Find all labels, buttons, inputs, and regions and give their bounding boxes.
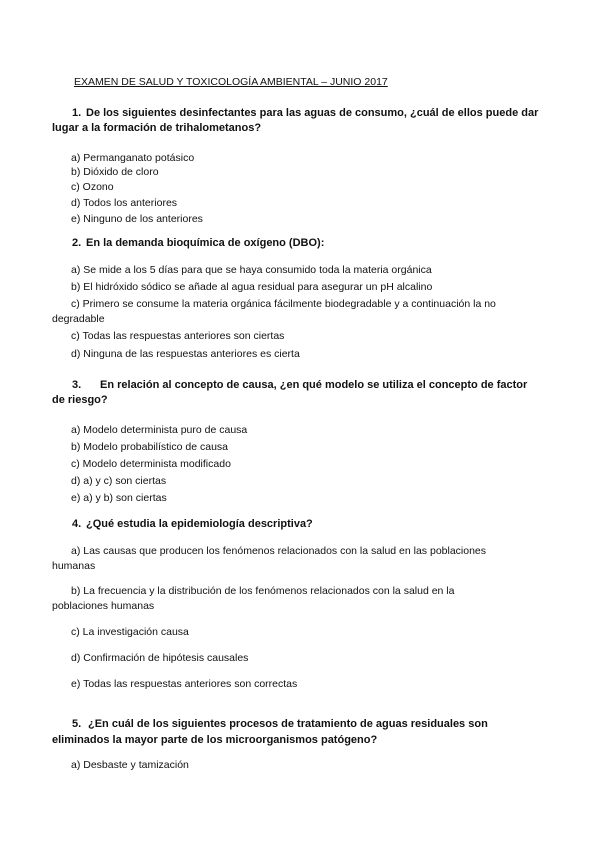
question-1-number: 1. — [72, 107, 82, 119]
q3-option-e: e) a) y b) son ciertas — [71, 492, 167, 504]
question-2-number: 2. — [72, 237, 82, 249]
q2-option-d: d) Ninguna de las respuestas anteriores es cierta — [71, 348, 300, 360]
exam-title: EXAMEN DE SALUD Y TOXICOLOGÍA AMBIENTAL – JUNIO 2017 — [74, 76, 388, 88]
q2-option-c-cont: degradable — [52, 313, 105, 325]
question-4-text: ¿Qué estudia la epidemiología descriptiva? — [86, 518, 313, 530]
question-1-text: De los siguientes desinfectantes para las aguas de consumo, ¿cuál de ellos puede dar — [86, 107, 539, 119]
q2-option-c: c) Primero se consume la materia orgánica fácilmente biodegradable y a continuación la no — [71, 298, 496, 310]
q4-option-b: b) La frecuencia y la distribución de los fenómenos relacionados con la salud en la — [71, 585, 455, 597]
question-3-number: 3. — [72, 379, 82, 391]
q1-option-a: a) Permanganato potásico — [71, 152, 195, 164]
question-5-text: ¿En cuál de los siguientes procesos de tratamiento de aguas residuales son — [88, 718, 488, 730]
q2-option-a: a) Se mide a los 5 días para que se haya consumido toda la materia orgánica — [71, 264, 432, 276]
q3-option-c: c) Modelo determinista modificado — [71, 458, 231, 470]
q4-option-a: a) Las causas que producen los fenómenos relacionados con la salud en las poblaciones — [71, 545, 487, 557]
question-3-text-cont: de riesgo? — [52, 394, 108, 406]
question-5-number: 5. — [72, 718, 82, 730]
q3-option-d: d) a) y c) son ciertas — [71, 475, 167, 487]
q1-option-c: c) Ozono — [71, 181, 114, 193]
q1-option-e: e) Ninguno de los anteriores — [71, 213, 203, 225]
q4-option-d: d) Confirmación de hipótesis causales — [71, 652, 249, 664]
question-4-number: 4. — [72, 518, 82, 530]
q2-option-b: b) El hidróxido sódico se añade al agua residual para asegurar un pH alcalino — [71, 281, 433, 293]
q3-option-a: a) Modelo determinista puro de causa — [71, 424, 248, 436]
q4-option-c: c) La investigación causa — [71, 626, 189, 638]
q5-option-a: a) Desbaste y tamización — [71, 759, 189, 771]
q4-option-e: e) Todas las respuestas anteriores son correctas — [71, 678, 298, 690]
q1-option-d: d) Todos los anteriores — [71, 197, 178, 209]
q2-option-c2: c) Todas las respuestas anteriores son ciertas — [71, 330, 285, 342]
question-3-text: En relación al concepto de causa, ¿en qué modelo se utiliza el concepto de factor — [100, 379, 528, 391]
question-1-text-cont: lugar a la formación de trihalometanos? — [52, 122, 262, 134]
question-5-text-cont: eliminados la mayor parte de los microorganismos patógeno? — [52, 734, 378, 746]
q4-option-b-cont: poblaciones humanas — [52, 600, 155, 612]
q1-option-b: b) Dióxido de cloro — [71, 166, 159, 178]
question-2-text: En la demanda bioquímica de oxígeno (DBO): — [86, 237, 325, 249]
q3-option-b: b) Modelo probabilístico de causa — [71, 441, 229, 453]
q4-option-a-cont: humanas — [52, 560, 96, 572]
